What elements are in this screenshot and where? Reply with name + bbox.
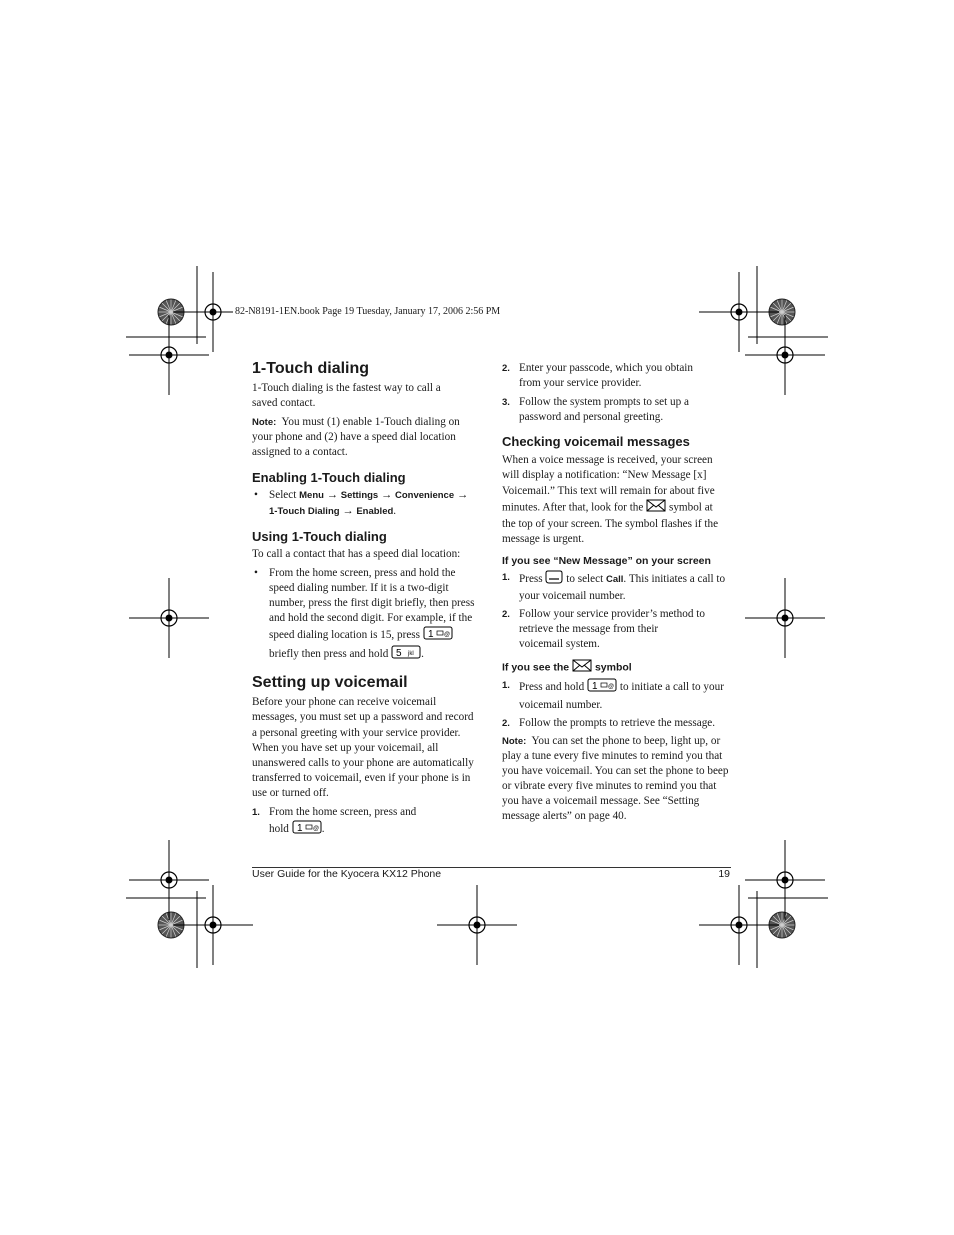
text-line: hold	[269, 823, 289, 836]
text-line: Select	[269, 489, 297, 502]
text-line: messages, you must set up a password and record	[252, 711, 474, 724]
period: .	[421, 648, 424, 661]
key-1-voicemail-icon	[423, 626, 453, 645]
text-line: speed dialing number. If it is a two-digit	[269, 581, 449, 594]
softkey-icon	[545, 570, 563, 589]
period: .	[393, 504, 397, 517]
step-number: 1.	[502, 680, 510, 692]
key-digit: 1	[592, 681, 598, 693]
text-line: transferred to voicemail, even if your phone is in	[252, 771, 471, 784]
text-line: voicemail system.	[519, 638, 600, 651]
key-letters: jkl	[408, 651, 414, 658]
new-message-step-2	[502, 607, 734, 652]
text-line: You must (1) enable 1-Touch dialing on	[281, 416, 460, 429]
symbol-step-2	[502, 716, 734, 731]
registration-cross-icon	[699, 272, 779, 352]
menu-path-enabled: Enabled	[356, 505, 394, 517]
envelope-icon	[572, 659, 592, 676]
period: .	[321, 823, 325, 836]
text-line: from your service provider.	[519, 377, 642, 390]
menu-path-settings: Settings	[340, 490, 379, 502]
text-line: a personal greeting with your service provider.	[252, 726, 461, 739]
text-line: Enter your passcode, which you obtain	[519, 362, 693, 374]
menu-path-convenience: Convenience	[395, 490, 455, 502]
text-line: message alerts” on page 40.	[502, 810, 627, 823]
text-line: Follow the prompts to retrieve the message.	[519, 716, 716, 729]
text-line: You can set the phone to beep, light up, or	[531, 734, 721, 747]
using-intro: To call a contact that has a speed dial location:	[252, 547, 461, 560]
voicemail-paragraph	[252, 695, 484, 801]
step-number: 2.	[502, 717, 510, 729]
text-line: Voicemail.” This text will remain for about five	[502, 484, 715, 497]
svg-text:@: @	[608, 684, 615, 691]
text-line: When a voice message is received, your screen	[502, 454, 713, 467]
text-line: assigned to a contact.	[252, 446, 348, 459]
step-number: 3.	[502, 397, 510, 409]
text-line: number, press the first digit briefly, then press	[269, 596, 475, 609]
arrow-icon: →	[326, 489, 338, 502]
key-digit: 5	[396, 648, 402, 660]
left-column	[252, 360, 484, 839]
step-number: 1.	[252, 806, 260, 818]
heading-checking-voicemail: Checking voicemail messages	[502, 434, 690, 450]
text-line: you have a voicemail message. See “Setting	[502, 795, 700, 808]
text-line: your phone and (2) have a speed dial location	[252, 431, 456, 444]
text-line: Press and hold	[519, 681, 585, 694]
envelope-icon	[646, 499, 666, 517]
bullet: •	[254, 489, 258, 502]
registration-cross-icon	[437, 885, 517, 965]
text-line: voicemail number.	[519, 698, 603, 711]
heading-if-new-message: If you see “New Message” on your screen	[502, 554, 711, 567]
text-line: use or turned off.	[252, 786, 329, 799]
note-paragraph	[502, 734, 734, 825]
text-line: Follow your service provider’s method to	[519, 608, 705, 621]
heading-if-symbol	[502, 659, 734, 676]
text-line: From the home screen, press and	[269, 805, 417, 818]
text-line: or vibrate every five minutes to remind you that	[502, 779, 717, 792]
text-line: symbol	[594, 661, 632, 674]
text-line: From the home screen, press and hold the	[269, 566, 456, 579]
softkey-call-label: Call	[605, 574, 624, 586]
new-message-step-1	[502, 570, 734, 604]
text-line: briefly then press and hold	[269, 648, 389, 661]
note-label: Note:	[252, 417, 277, 429]
arrow-icon: →	[456, 489, 469, 502]
text-line: the top of your screen. The symbol flashes if the	[502, 517, 719, 530]
text-line: your voicemail number.	[519, 590, 626, 603]
text-line: minutes. After that, look for the	[502, 501, 644, 514]
text-line: Follow the system prompts to set up a	[519, 396, 689, 409]
registration-cross-icon	[129, 578, 209, 658]
text-line: Press	[519, 573, 543, 586]
text-line: to select	[566, 573, 604, 586]
text-line: will display a notification: “New Message [x]	[502, 469, 707, 482]
note-label: Note:	[502, 735, 527, 747]
using-bullet	[252, 566, 484, 665]
text-line: and hold the second digit. For example, if the	[269, 612, 473, 625]
page-number: 19	[718, 868, 730, 880]
text-line: 1-Touch dialing is the fastest way to call a	[252, 382, 441, 394]
enabling-bullet	[252, 488, 484, 518]
svg-text:@: @	[312, 826, 319, 833]
text-line: message is urgent.	[502, 532, 585, 545]
book-info-header: 82-N8191-1EN.book Page 19 Tuesday, January 17, 2006 2:56 PM	[235, 306, 501, 317]
text-line: symbol at	[668, 501, 713, 514]
key-1-voicemail-icon	[292, 820, 322, 839]
voicemail-step-1	[252, 805, 484, 839]
arrow-icon: →	[342, 504, 354, 517]
text-line: Before your phone can receive voicemail	[252, 696, 437, 709]
key-1-voicemail-icon	[587, 678, 617, 697]
key-5-jkl-icon	[391, 645, 421, 664]
bullet: •	[254, 566, 258, 579]
arrow-icon: →	[381, 489, 393, 502]
text-line: When you have set up your voicemail, all	[252, 741, 439, 754]
text-line: saved contact.	[252, 397, 316, 410]
text-line: unanswered calls to your phone are automatically	[252, 756, 474, 769]
right-column	[502, 361, 734, 824]
text-line: to initiate a call to your	[619, 681, 724, 694]
text-line: you have voicemail. You can set the phone to beep	[502, 764, 729, 777]
checking-paragraph	[502, 453, 734, 547]
step-number: 2.	[502, 363, 510, 374]
symbol-step-1	[502, 678, 734, 712]
text-line: retrieve the message from their	[519, 623, 659, 636]
intro-paragraph	[252, 381, 484, 411]
menu-path-menu: Menu	[299, 490, 324, 502]
step-number: 2.	[502, 609, 510, 621]
registration-cross-icon	[699, 885, 779, 965]
registration-cross-icon	[745, 578, 825, 658]
text-line: If you see the	[502, 661, 570, 674]
heading-enabling: Enabling 1-Touch dialing	[252, 470, 406, 486]
step-number: 1.	[502, 571, 510, 583]
heading-setting-up-voicemail: Setting up voicemail	[252, 674, 408, 692]
footer-title: User Guide for the Kyocera KX12 Phone	[252, 868, 442, 880]
heading-using: Using 1-Touch dialing	[252, 528, 387, 544]
voicemail-step-2	[502, 361, 734, 391]
registration-cross-icon	[173, 885, 253, 965]
text-line: . This initiates a call to	[623, 573, 726, 586]
text-line: speed dialing location is 15, press	[269, 629, 421, 642]
menu-path-1-touch-dialing: 1-Touch Dialing	[269, 505, 340, 517]
key-digit: 1	[427, 629, 434, 641]
voicemail-step-3	[502, 395, 734, 425]
key-digit: 1	[296, 823, 303, 835]
note-paragraph	[252, 415, 484, 460]
text-line: password and personal greeting.	[519, 411, 664, 424]
heading-1-touch-dialing: 1-Touch dialing	[252, 360, 370, 377]
text-line: play a tune every five minutes to remind you that	[502, 749, 723, 762]
svg-text:@: @	[443, 632, 450, 639]
